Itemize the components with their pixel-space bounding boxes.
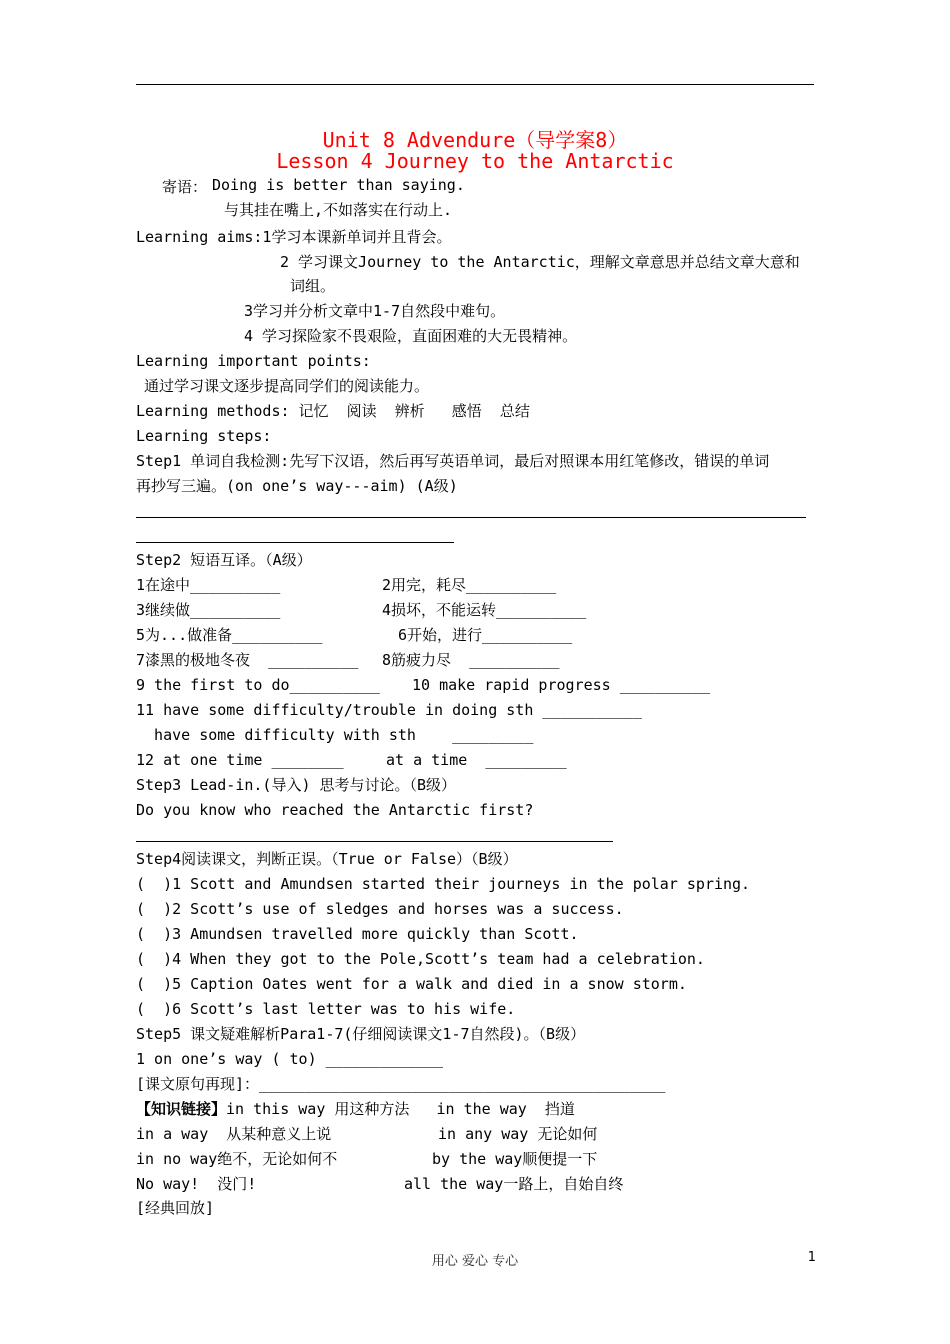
phrase-item: 8筋疲力尽 __________ [382, 651, 560, 669]
step5-question-1: 1 on one’s way ( to) _____________ [136, 1050, 444, 1068]
learning-aim-2-cont: 词组。 [290, 277, 336, 295]
classic-replay-label: [经典回放] [136, 1199, 215, 1217]
step3-heading: Step3 Lead-in.(导入) 思考与讨论。（B级） [136, 776, 457, 794]
true-false-item: ( )4 When they got to the Pole,Scott’s team had a celebration. [136, 950, 705, 968]
page-number: 1 [807, 1250, 816, 1265]
document-title: Unit 8 Advendure（导学案8） [322, 128, 628, 152]
step3-answer-line[interactable] [136, 841, 613, 842]
learning-aim-1: Learning aims:1学习本课新单词并且背会。 [136, 228, 452, 246]
learning-steps-label: Learning steps: [136, 427, 272, 445]
original-sentence-prompt: [课文原句再现]：_____________________________________________ [136, 1075, 666, 1093]
phrase-item: 4损坏，不能运转__________ [382, 601, 587, 619]
phrase-item: 7漆黑的极地冬夜 __________ [136, 651, 359, 669]
knowledge-link-item: No way! 没门! [136, 1175, 257, 1193]
knowledge-link-item: all the way一路上，自始自终 [404, 1175, 624, 1193]
motto-label: 寄语： [162, 178, 208, 196]
true-false-item: ( )6 Scott’s last letter was to his wife. [136, 1000, 516, 1018]
step1-instruction-cont: 再抄写三遍。(on one’s way---aim) (A级) [136, 477, 458, 495]
phrase-item: 6开始，进行__________ [398, 626, 573, 644]
true-false-item: ( )5 Caption Oates went for a walk and died in a snow storm. [136, 975, 687, 993]
step5-heading: Step5 课文疑难解析Para1-7(仔细阅读课文1-7自然段)。（B级） [136, 1025, 586, 1043]
phrase-item: have some difficulty with sth _________ [136, 726, 534, 744]
header-rule [136, 84, 814, 85]
phrase-item: 5为...做准备__________ [136, 626, 323, 644]
phrase-item: 1在途中__________ [136, 576, 281, 594]
learning-aim-4: 4 学习探险家不畏艰险，直面困难的大无畏精神。 [244, 327, 578, 345]
knowledge-link-item: in any way 无论如何 [438, 1125, 598, 1143]
knowledge-link-label: 【知识链接】 [136, 1100, 227, 1118]
knowledge-link-item: in a way 从某种意义上说 [136, 1125, 332, 1143]
knowledge-link-row [136, 1099, 575, 1119]
learning-methods: Learning methods: 记忆 阅读 辨析 感悟 总结 [136, 402, 530, 420]
phrase-item: 9 the first to do__________ [136, 676, 380, 694]
step3-question: Do you know who reached the Antarctic first? [136, 801, 534, 819]
motto-chinese: 与其挂在嘴上,不如落实在行动上. [224, 201, 453, 219]
true-false-item: ( )2 Scott’s use of sledges and horses was a success. [136, 900, 624, 918]
learning-aim-3: 3学习并分析文章中1-7自然段中难句。 [244, 302, 506, 320]
important-points-label: Learning important points: [136, 352, 371, 370]
motto-english: Doing is better than saying. [212, 176, 465, 194]
true-false-item: ( )1 Scott and Amundsen started their journeys in the polar spring. [136, 875, 751, 893]
knowledge-link-item: in no way绝不，无论如何不 [136, 1150, 338, 1168]
phrase-item: 10 make rapid progress __________ [412, 676, 711, 694]
true-false-item: ( )3 Amundsen travelled more quickly than Scott. [136, 925, 579, 943]
phrase-item: 3继续做__________ [136, 601, 281, 619]
learning-aim-2: 2 学习课文Journey to the Antarctic，理解文章意思并总结文章大意和 [280, 253, 800, 271]
step1-answer-line-2[interactable] [136, 542, 454, 543]
knowledge-link-text: in this way 用这种方法 in the way 挡道 [226, 1100, 575, 1118]
phrase-item: 2用完，耗尽__________ [382, 576, 557, 594]
lesson-title: Lesson 4 Journey to the Antarctic [276, 149, 674, 173]
knowledge-link-item: by the way顺便提一下 [432, 1150, 598, 1168]
page-footer: 用心 爱心 专心 [431, 1254, 519, 1269]
step1-instruction: Step1 单词自我检测:先写下汉语，然后再写英语单词，最后对照课本用红笔修改，错误的单词 [136, 452, 770, 470]
phrase-item: 12 at one time ________ [136, 751, 344, 769]
step2-heading: Step2 短语互译。（A级） [136, 551, 312, 569]
step1-answer-line-1[interactable] [136, 517, 806, 518]
phrase-item: 11 have some difficulty/trouble in doing sth ___________ [136, 701, 642, 719]
step4-heading: Step4阅读课文，判断正误。（True or False）（B级） [136, 850, 518, 868]
important-points-text: 通过学习课文逐步提高同学们的阅读能力。 [144, 377, 430, 395]
phrase-item: at a time _________ [386, 751, 567, 769]
